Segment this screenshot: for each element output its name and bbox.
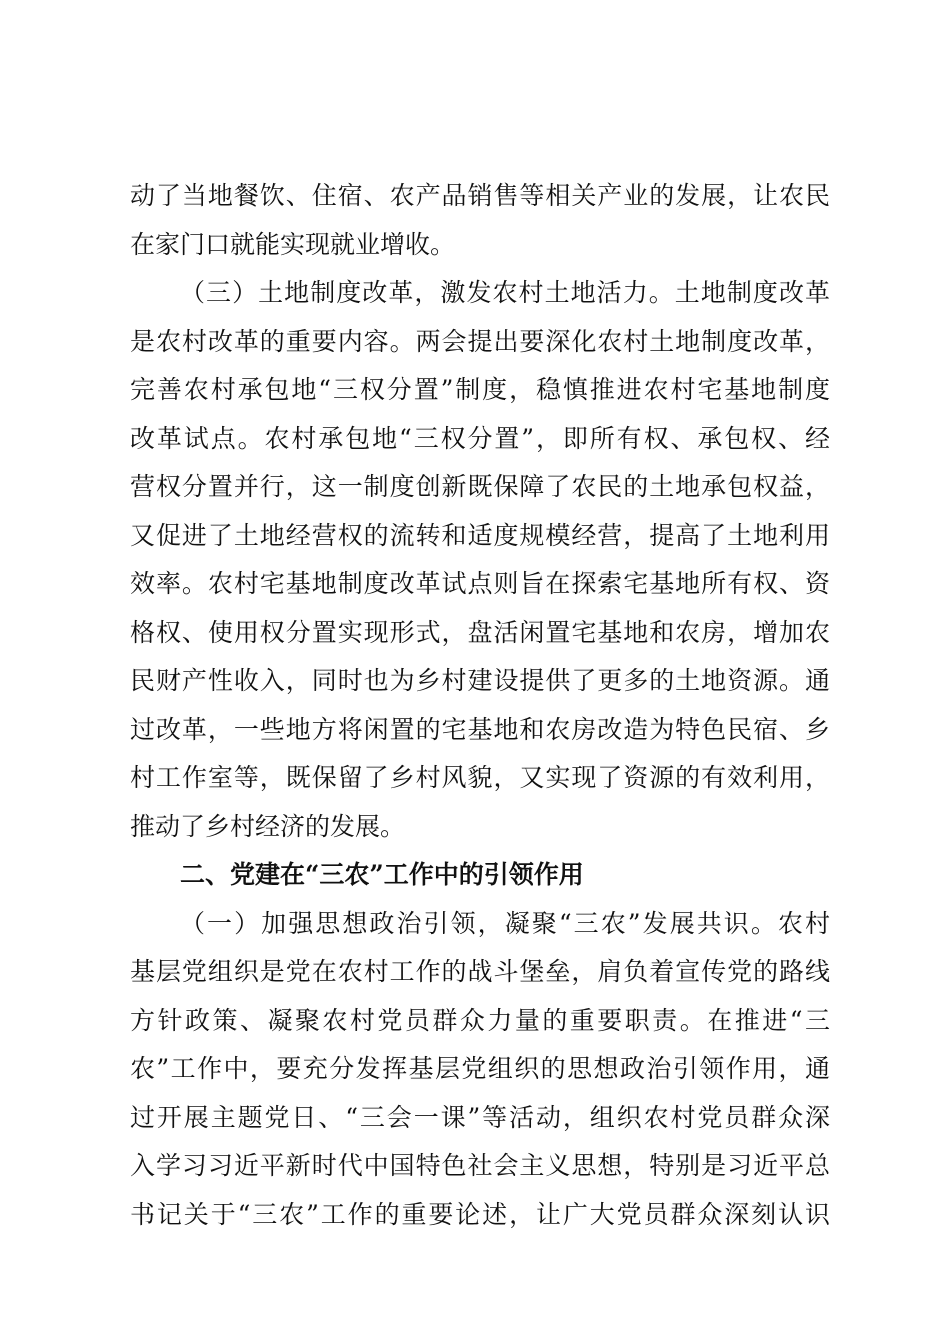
text-line: 效率。农村宅基地制度改革试点则旨在探索宅基地所有权、资 [130, 569, 830, 598]
text-line: 改革试点。农村承包地“三权分置”，即所有权、承包权、经 [130, 424, 830, 453]
text-line: 是农村改革的重要内容。两会提出要深化农村土地制度改革， [130, 327, 830, 356]
text-line: 又促进了土地经营权的流转和适度规模经营，提高了土地利用 [130, 521, 830, 550]
text-line: 过改革，一些地方将闲置的宅基地和农房改造为特色民宿、乡 [130, 715, 830, 744]
text-line: 动了当地餐饮、住宿、农产品销售等相关产业的发展，让农民 [130, 181, 830, 210]
text-line: 村工作室等，既保留了乡村风貌，又实现了资源的有效利用， [130, 763, 830, 792]
section-subtitle-line: （一）加强思想政治引领，凝聚“三农”发展共识。农村 [180, 909, 830, 938]
text-line: 完善农村承包地“三权分置”制度，稳慎推进农村宅基地制度 [130, 375, 830, 404]
text-line: 营权分置并行，这一制度创新既保障了农民的土地承包权益， [130, 472, 830, 501]
text-line: 民财产性收入，同时也为乡村建设提供了更多的土地资源。通 [130, 666, 830, 695]
text-line: 过开展主题党日、“三会一课”等活动，组织农村党员群众深 [130, 1103, 830, 1132]
text-line: 书记关于“三农”工作的重要论述，让广大党员群众深刻认识 [130, 1200, 830, 1229]
text-line: 格权、使用权分置实现形式，盘活闲置宅基地和农房，增加农 [130, 618, 830, 647]
text-line: 在家门口就能实现就业增收。 [130, 230, 456, 259]
section-heading: 二、党建在“三农”工作中的引领作用 [180, 860, 584, 889]
text-line: 入学习习近平新时代中国特色社会主义思想，特别是习近平总 [130, 1151, 830, 1180]
text-line: 农”工作中，要充分发挥基层党组织的思想政治引领作用，通 [130, 1054, 830, 1083]
text-line: 方针政策、凝聚农村党员群众力量的重要职责。在推进“三 [130, 1006, 830, 1035]
section-subtitle-line: （三）土地制度改革，激发农村土地活力。土地制度改革 [180, 278, 830, 307]
text-line: 推动了乡村经济的发展。 [130, 812, 406, 841]
text-line: 基层党组织是党在农村工作的战斗堡垒，肩负着宣传党的路线 [130, 957, 830, 986]
